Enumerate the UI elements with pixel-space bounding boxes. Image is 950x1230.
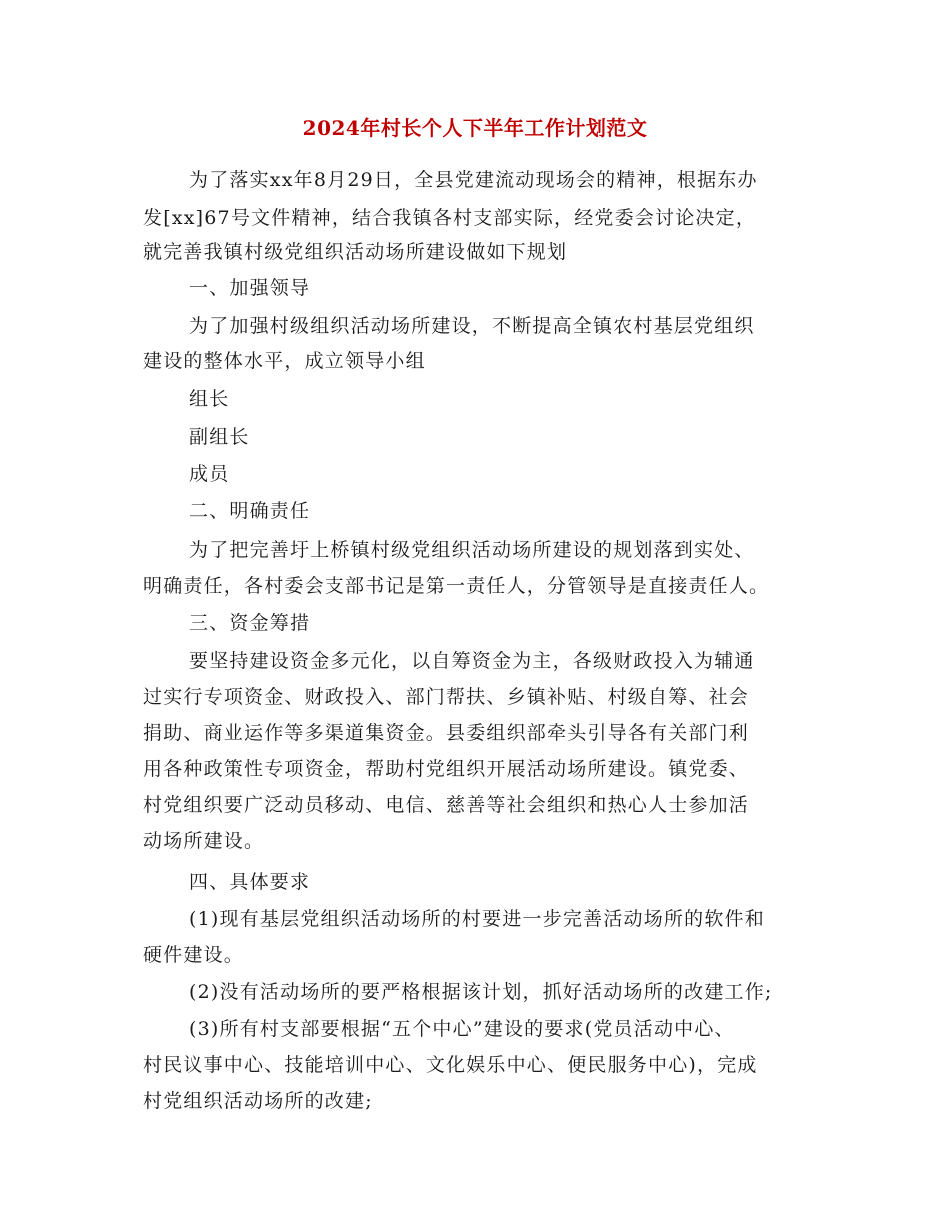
paragraph-line: 就完善我镇村级党组织活动场所建设做如下规划 — [143, 241, 568, 263]
paragraph-line: 为了把完善圩上桥镇村级党组织活动场所建设的规划落到实处、 — [189, 539, 755, 561]
paragraph-line: (2)没有活动场所的要严格根据该计划，抓好活动场所的改建工作; — [189, 981, 773, 1003]
paragraph-line: 村党组织活动场所的改建; — [143, 1090, 373, 1112]
paragraph-line: 硬件建设。 — [143, 944, 245, 966]
paragraph-line: 捐助、商业运作等多渠道集资金。县委组织部牵头引导各有关部门利 — [143, 722, 750, 744]
section-heading: 四、具体要求 — [189, 871, 311, 893]
role-line: 副组长 — [189, 426, 250, 448]
section-heading: 三、资金筹措 — [189, 612, 311, 634]
section-heading: 二、明确责任 — [189, 500, 311, 522]
paragraph-line: 发[xx]67号文件精神，结合我镇各村支部实际，经党委会讨论决定， — [143, 207, 757, 229]
paragraph-line: (3)所有村支部要根据“五个中心”建设的要求(党员活动中心、 — [189, 1018, 735, 1040]
role-line: 成员 — [189, 463, 230, 485]
paragraph-line: (1)现有基层党组织活动场所的村要进一步完善活动场所的软件和 — [189, 908, 765, 930]
paragraph-line: 为了落实xx年8月29日，全县党建流动现场会的精神，根据东办 — [189, 169, 758, 191]
paragraph-line: 村党组织要广泛动员移动、电信、慈善等社会组织和热心人士参加活 — [143, 794, 750, 816]
paragraph-line: 为了加强村级组织活动场所建设，不断提高全镇农村基层党组织 — [189, 315, 755, 337]
paragraph-line: 过实行专项资金、财政投入、部门帮扶、乡镇补贴、村级自筹、社会 — [143, 686, 750, 708]
paragraph-line: 动场所建设。 — [143, 830, 265, 852]
document-title: 2024年村长个人下半年工作计划范文 — [302, 116, 648, 140]
section-heading: 一、加强领导 — [189, 277, 311, 299]
paragraph-line: 明确责任，各村委会支部书记是第一责任人，分管领导是直接责任人。 — [143, 575, 770, 597]
paragraph-line: 要坚持建设资金多元化，以自筹资金为主，各级财政投入为辅通 — [189, 650, 755, 672]
role-line: 组长 — [189, 388, 230, 410]
paragraph-line: 建设的整体水平，成立领导小组 — [143, 350, 426, 372]
paragraph-line: 用各种政策性专项资金，帮助村党组织开展活动场所建设。镇党委、 — [143, 758, 750, 780]
paragraph-line: 村民议事中心、技能培训中心、文化娱乐中心、便民服务中心)，完成 — [143, 1054, 758, 1076]
